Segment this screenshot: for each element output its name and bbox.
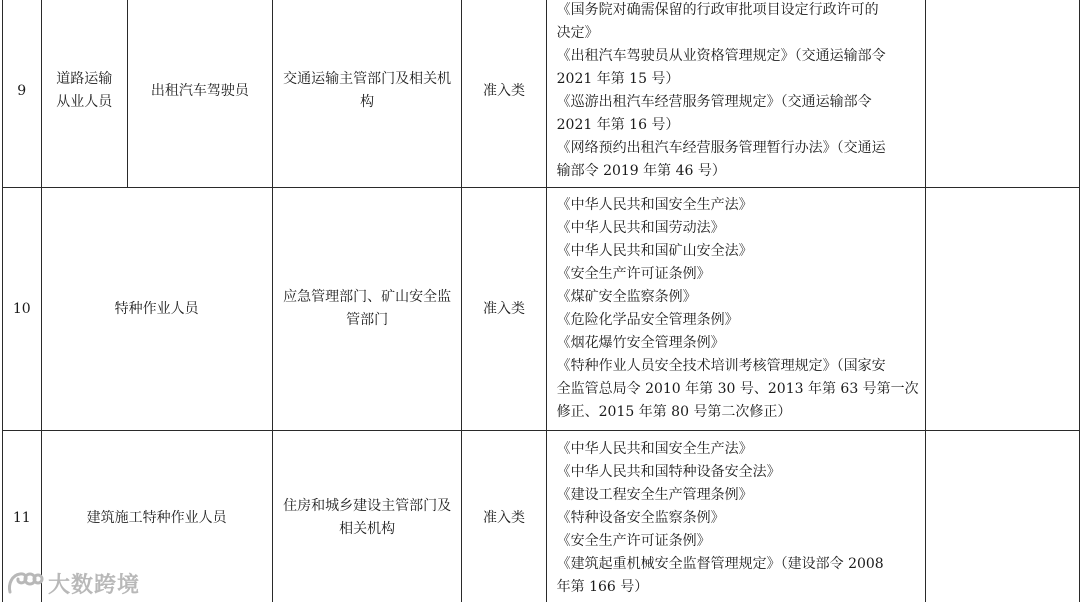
law-basis-cell [546,188,925,431]
category-cell: 特种作业人员 [41,188,272,431]
law-line: 2021 年第 16 号） [556,117,680,133]
law-line: 全监管总局令 2010 年第 30 号、2013 年第 63 号第一次 [556,381,919,397]
law-line: 《建设工程安全生产管理条例》 [556,486,753,503]
category-label: 道路运输从业人员 [56,71,113,110]
law-line: 修正、2015 年第 80 号第二次修正） [556,404,792,420]
table-row-10 [3,188,1080,431]
law-line: 《建筑起重机械安全监督管理规定》（建设部令 2008 [556,555,884,572]
type-cell: 准入类 [462,431,546,602]
table-row-9 [3,0,1080,188]
law-line: 年第 166 号） [556,578,649,595]
law-line: 《危险化学品安全管理条例》 [556,312,739,328]
law-line: 输部令 2019 年第 46 号） [556,163,726,179]
watermark [6,568,140,598]
remark-cell [925,188,1079,431]
department-label: 交通运输主管部门及相关机构 [283,71,452,110]
law-line: 2021 年第 15 号） [556,71,680,87]
department-cell [272,431,462,602]
row-number: 9 [3,0,42,188]
law-line: 《中华人民共和国劳动法》 [556,220,725,236]
watermark-logo-icon [6,570,44,596]
subcategory-cell: 出租汽车驾驶员 [127,0,272,188]
department-cell [272,188,462,431]
qualification-table [2,0,1080,602]
law-line: 《煤矿安全监察条例》 [556,289,697,305]
table-row-11 [3,431,1080,602]
law-line: 《烟花爆竹安全管理条例》 [556,335,725,351]
law-line: 《中华人民共和国安全生产法》 [556,440,753,457]
department-label: 住房和城乡建设主管部门及相关机构 [283,498,452,537]
law-line: 《网络预约出租汽车经营服务管理暂行办法》（交通运 [556,140,886,156]
law-line: 《特种设备安全监察条例》 [556,509,725,526]
law-basis-cell [546,431,925,602]
department-cell [272,0,462,188]
law-line: 《中华人民共和国安全生产法》 [556,197,753,213]
type-cell: 准入类 [462,0,546,188]
law-line: 《安全生产许可证条例》 [556,532,711,549]
law-line: 《国务院对确需保留的行政审批项目设定行政许可的 [556,2,879,18]
law-line: 《中华人民共和国特种设备安全法》 [556,463,781,480]
law-line: 《巡游出租汽车经营服务管理规定》（交通运输部令 [556,94,872,110]
category-cell: 建筑施工特种作业人员 [41,431,272,602]
law-basis-cell [546,0,925,188]
watermark-text: 大数跨境 [48,572,141,598]
law-line: 《安全生产许可证条例》 [556,266,711,282]
category-cell [41,0,127,188]
law-line: 《中华人民共和国矿山安全法》 [556,243,753,259]
law-line: 《出租汽车驾驶员从业资格管理规定》（交通运输部令 [556,48,886,64]
type-cell: 准入类 [462,188,546,431]
department-label: 应急管理部门、矿山安全监管部门 [283,289,452,328]
law-line: 《特种作业人员安全技术培训考核管理规定》（国家安 [556,358,886,374]
row-number: 11 [3,431,42,602]
row-number: 10 [3,188,42,431]
law-line: 决定》 [556,25,599,41]
remark-cell [925,0,1079,188]
remark-cell [925,431,1079,602]
